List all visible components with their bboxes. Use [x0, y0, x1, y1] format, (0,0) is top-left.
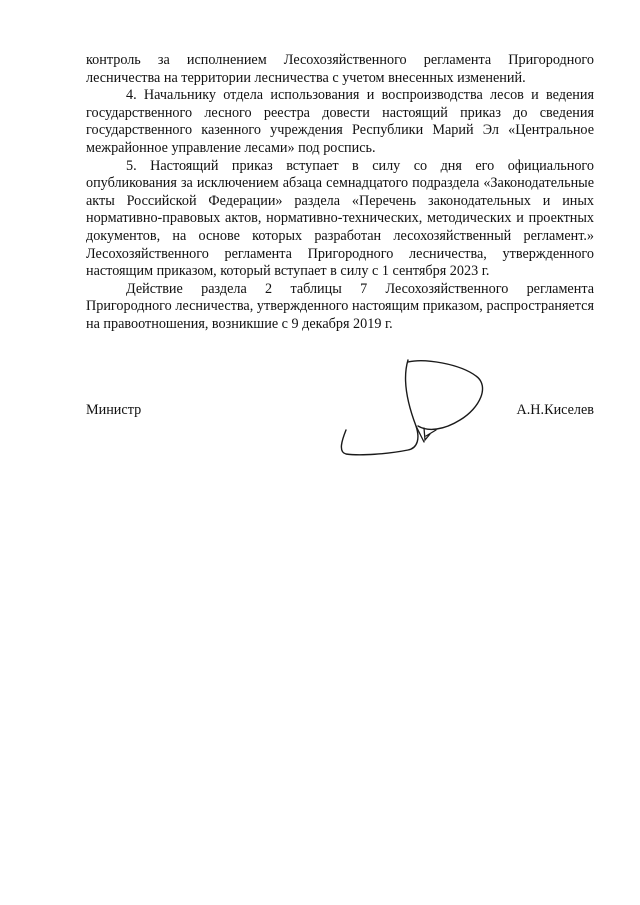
signatory-name: А.Н.Киселев	[516, 402, 594, 418]
paragraph-continuation: контроль за исполнением Лесохозяйственного регламента Пригородного лесничества на территории лесничества с учетом внесенных изменений.	[86, 52, 594, 86]
paragraph-item-4: 4. Начальнику отдела использования и воспроизводства лесов и ведения государственного лесного реестра довести настоящий приказ до сведения государственного казенного учреждения Республики Марий Эл «Центральное межрайонное управление лесами» под роспись.	[86, 87, 594, 156]
handwritten-signature	[330, 350, 510, 470]
document-body	[86, 52, 594, 334]
paragraph-effect: Действие раздела 2 таблицы 7 Лесохозяйственного регламента Пригородного лесничества, утвержденного настоящим приказом, распространяется на правоотношения, возникшие с 9 декабря 2019 г.	[86, 280, 594, 332]
paragraph-item-5: 5. Настоящий приказ вступает в силу со дня его официального опубликования за исключением абзаца семнадцатого подраздела «Законодательные акты Российской Федерации» раздела «Перечень законодательных и иных нормативно-правовых актов, нормативно-технических, методических и проектных документов, на основе которых разработан лесохозяйственный регламент.» Лесохозяйственного регламента Пригородного лесничества, утвержденного настоящим приказом, который вступает в силу с 1 сентября 2023 г.	[86, 157, 594, 280]
signatory-title: Министр	[86, 402, 142, 418]
